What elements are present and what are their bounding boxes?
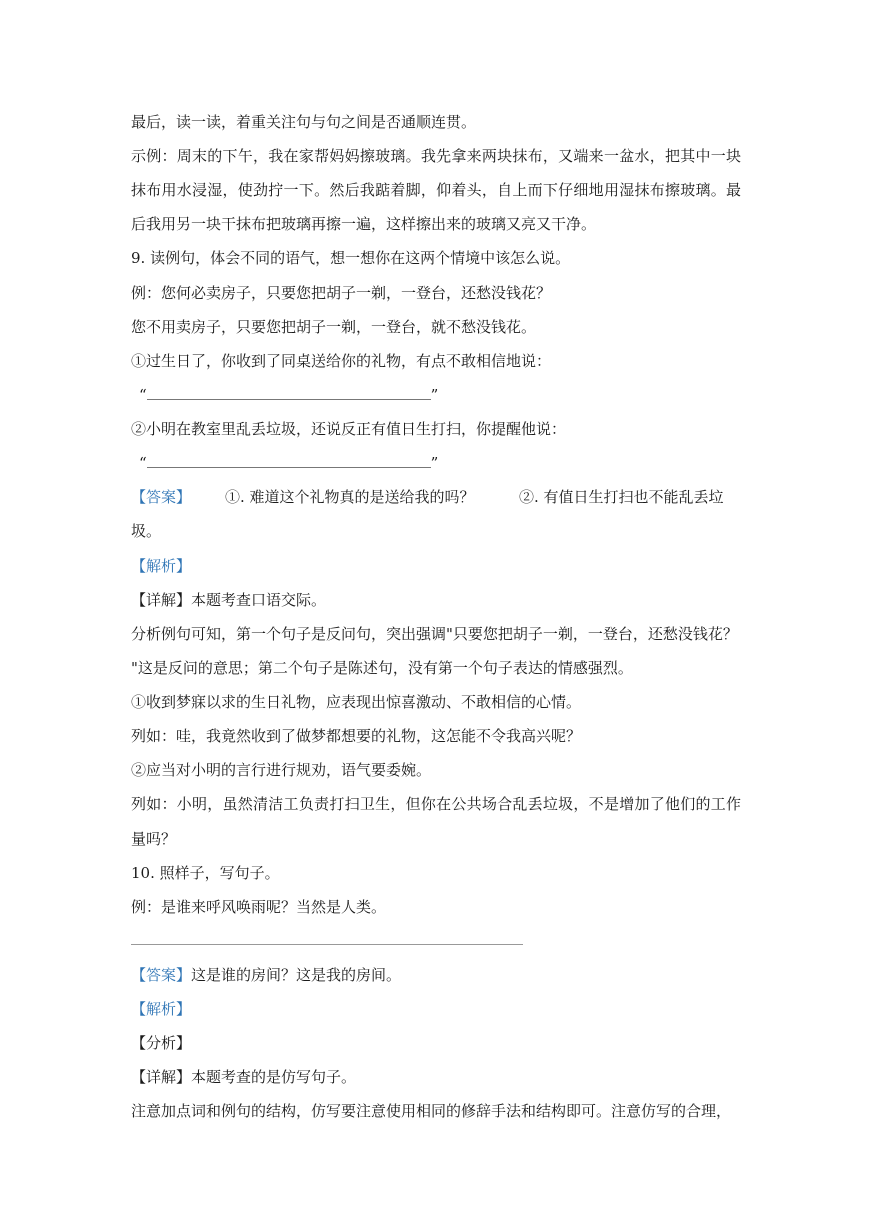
quote-open: “	[139, 386, 147, 404]
answer-9-part-2: ②. 有值日生打扫也不能乱丢垃	[519, 488, 724, 506]
answer-blank-1	[139, 385, 741, 405]
fenxi-tag: 【分析】	[131, 1034, 192, 1052]
text-line: 最后，读一读，着重关注句与句之间是否通顺连贯。	[131, 113, 477, 131]
text-line: 列如：哇，我竟然收到了做梦都想要的礼物，这怎能不令我高兴呢？	[131, 727, 582, 745]
scenario-2: ②小明在教室里乱丢垃圾，还说反正有值日生打扫，你提醒他说：	[131, 420, 567, 438]
text-line: 后我用另一块干抹布把玻璃再擦一遍，这样擦出来的玻璃又亮又干净。	[131, 215, 597, 233]
detail-9: 【详解】本题考查口语交际。	[131, 591, 327, 609]
text-line: 列如：小明，虽然清洁工负责打扫卫生，但你在公共场合乱丢垃圾，不是增加了他们的工作	[131, 795, 741, 813]
text-line: ①收到梦寐以求的生日礼物，应表现出惊喜激动、不敢相信的心情。	[131, 693, 582, 711]
answer-10	[131, 965, 741, 985]
analysis-tag: 【解析】	[131, 1000, 192, 1018]
answer-blank-3[interactable]	[131, 944, 523, 945]
answer-9-part-1: ①. 难道这个礼物真的是送给我的吗？	[225, 488, 475, 506]
answer-blank-2	[139, 453, 741, 473]
text-line: 分析例句可知，第一个句子是反问句，突出强调"只要您把胡子一剃，一登台，还愁没钱花？	[131, 625, 738, 643]
text-line: 示例：周末的下午，我在家帮妈妈擦玻璃。我先拿来两块抹布，又端来一盆水，把其中一块	[131, 147, 741, 165]
answer-tag: 【答案】	[131, 488, 192, 506]
quote-close: ”	[430, 386, 439, 404]
example-line: 例：是谁来呼风唤雨呢？当然是人类。	[131, 898, 387, 916]
text-line: 注意加点词和例句的结构，仿写要注意使用相同的修辞手法和结构即可。注意仿写的合理，	[131, 1102, 732, 1120]
answer-9	[131, 487, 741, 507]
scenario-1: ①过生日了，你收到了同桌送给你的礼物，有点不敢相信地说：	[131, 352, 552, 370]
question-10: 10. 照样子，写句子。	[131, 864, 280, 882]
answer-10-text: 这是谁的房间？这是我的房间。	[191, 966, 402, 984]
blank-line[interactable]	[147, 455, 431, 468]
answer-tag: 【答案】	[131, 966, 192, 984]
quote-close: ”	[430, 454, 439, 472]
blank-line[interactable]	[147, 387, 431, 400]
text-line: 抹布用水浸湿，使劲拧一下。然后我踮着脚，仰着头，自上而下仔细地用湿抹布擦玻璃。最	[131, 181, 741, 199]
text-line: 量吗？	[131, 830, 177, 848]
text-line: "这是反问的意思；第二个句子是陈述句，没有第一个句子表达的情感强烈。	[131, 659, 633, 677]
example-line: 您不用卖房子，只要您把胡子一剃，一登台，就不愁没钱花。	[131, 318, 537, 336]
text-line: 圾。	[131, 522, 162, 540]
detail-10: 【详解】本题考查的是仿写句子。	[131, 1068, 357, 1086]
quote-open: “	[139, 454, 147, 472]
analysis-tag: 【解析】	[131, 557, 192, 575]
question-9: 9. 读例句，体会不同的语气，想一想你在这两个情境中该怎么说。	[131, 249, 571, 267]
text-line: ②应当对小明的言行进行规劝，语气要委婉。	[131, 761, 432, 779]
example-line: 例：您何必卖房子，只要您把胡子一剃，一登台，还愁没钱花？	[131, 284, 552, 302]
